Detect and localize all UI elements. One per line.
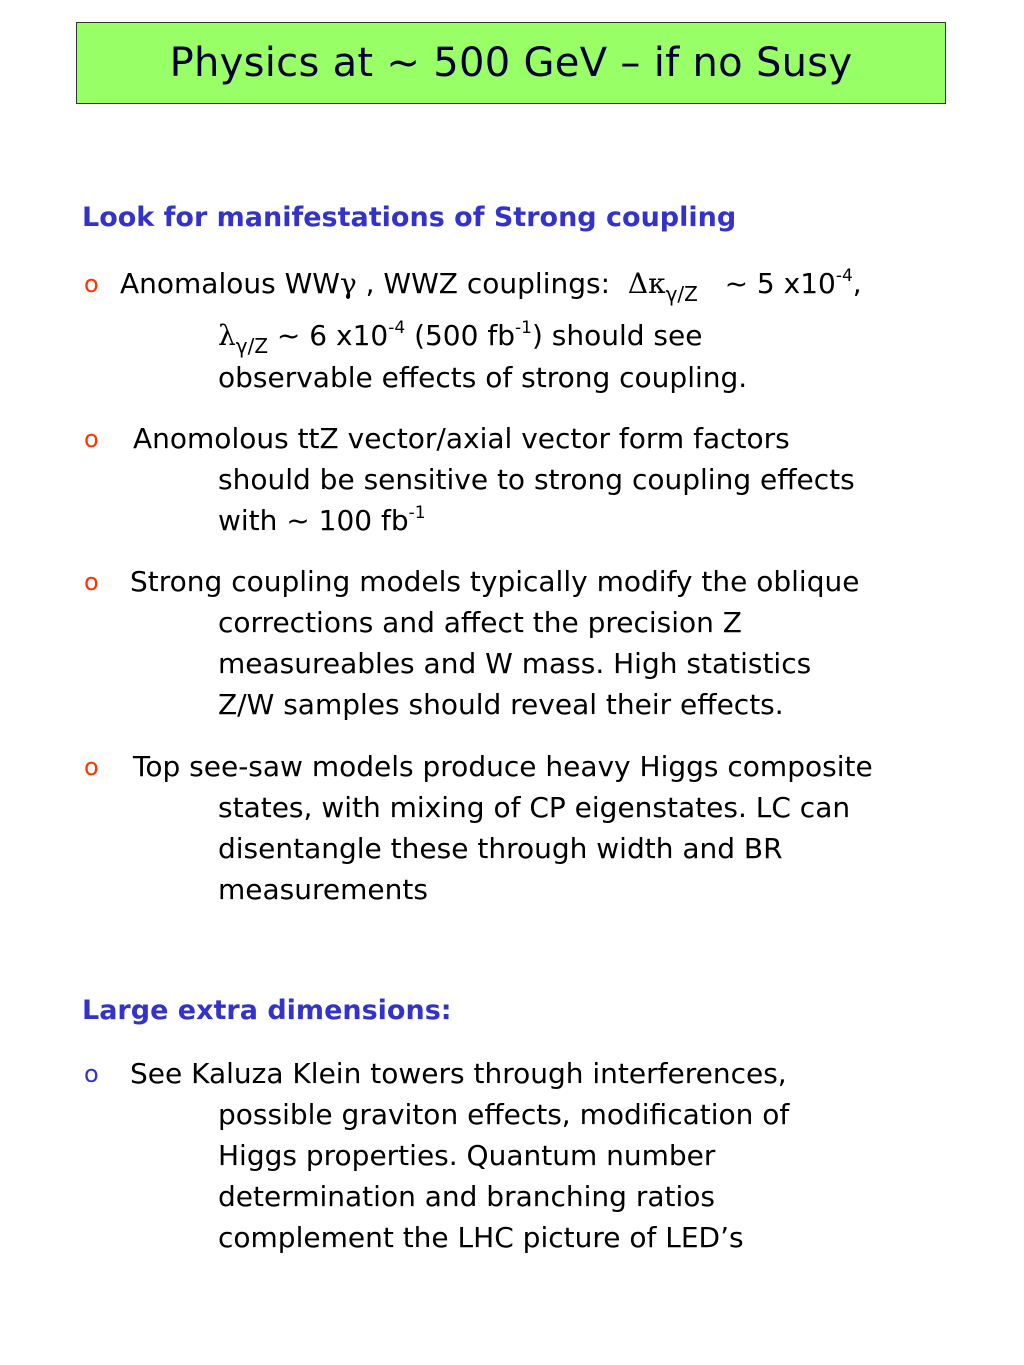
bullet2-line1: Anomolous ttZ vector/axial vector form factors (133, 422, 790, 455)
text: , (852, 267, 862, 300)
bullet1-line1 (120, 264, 862, 304)
text: ~ 5 x10 (724, 267, 836, 300)
bullet3-line3: measureables and W mass. High statistics (218, 647, 812, 680)
superscript: -4 (835, 266, 853, 286)
title-box (76, 22, 946, 104)
bullet1-line3: observable effects of strong coupling. (218, 361, 748, 394)
lambda-symbol: λ (218, 319, 236, 352)
bullet5-line1: See Kaluza Klein towers through interferences, (130, 1057, 787, 1090)
bullet3-line4: Z/W samples should reveal their effects. (218, 688, 784, 721)
bullet2-line2: should be sensitive to strong coupling effects (218, 463, 855, 496)
text: with ~ 100 fb (218, 504, 409, 537)
superscript: -1 (408, 503, 426, 523)
bullet3-line2: corrections and affect the precision Z (218, 606, 742, 639)
bullet-marker: o (84, 568, 99, 596)
section-heading-strong-coupling: Look for manifestations of Strong coupling (82, 202, 737, 233)
superscript: -4 (388, 318, 406, 338)
bullet-marker: o (84, 425, 99, 453)
text: Anomalous WW (120, 267, 340, 300)
bullet5-line5: complement the LHC picture of LED’s (218, 1221, 744, 1254)
bullet5-line2: possible graviton effects, modification of (218, 1098, 790, 1131)
bullet5-line3: Higgs properties. Quantum number (218, 1139, 716, 1172)
text: , WWZ couplings: (356, 267, 611, 300)
superscript: -1 (514, 318, 532, 338)
bullet-marker: o (84, 753, 99, 781)
bullet4-line4: measurements (218, 873, 428, 906)
text: ~ 6 x10 (268, 319, 389, 352)
bullet-marker: o (84, 1060, 99, 1088)
bullet5-line4: determination and branching ratios (218, 1180, 715, 1213)
bullet3-line1: Strong coupling models typically modify the oblique (130, 565, 860, 598)
bullet1-line2 (218, 316, 702, 356)
text: (500 fb (405, 319, 515, 352)
delta-kappa-symbol: Δκ (627, 267, 666, 300)
bullet4-line1: Top see-saw models produce heavy Higgs composite (133, 750, 873, 783)
gamma-symbol: γ (339, 267, 357, 300)
slide-title: Physics at ~ 500 GeV – if no Susy (169, 40, 853, 86)
subscript: γ/Z (235, 334, 269, 358)
subscript: γ/Z (665, 282, 698, 306)
bullet2-line3 (218, 501, 426, 541)
bullet4-line2: states, with mixing of CP eigenstates. LC can (218, 791, 851, 824)
bullet-marker: o (84, 270, 99, 298)
section-heading-extra-dimensions: Large extra dimensions: (82, 995, 452, 1026)
bullet4-line3: disentangle these through width and BR (218, 832, 783, 865)
text: ) should see (531, 319, 703, 352)
